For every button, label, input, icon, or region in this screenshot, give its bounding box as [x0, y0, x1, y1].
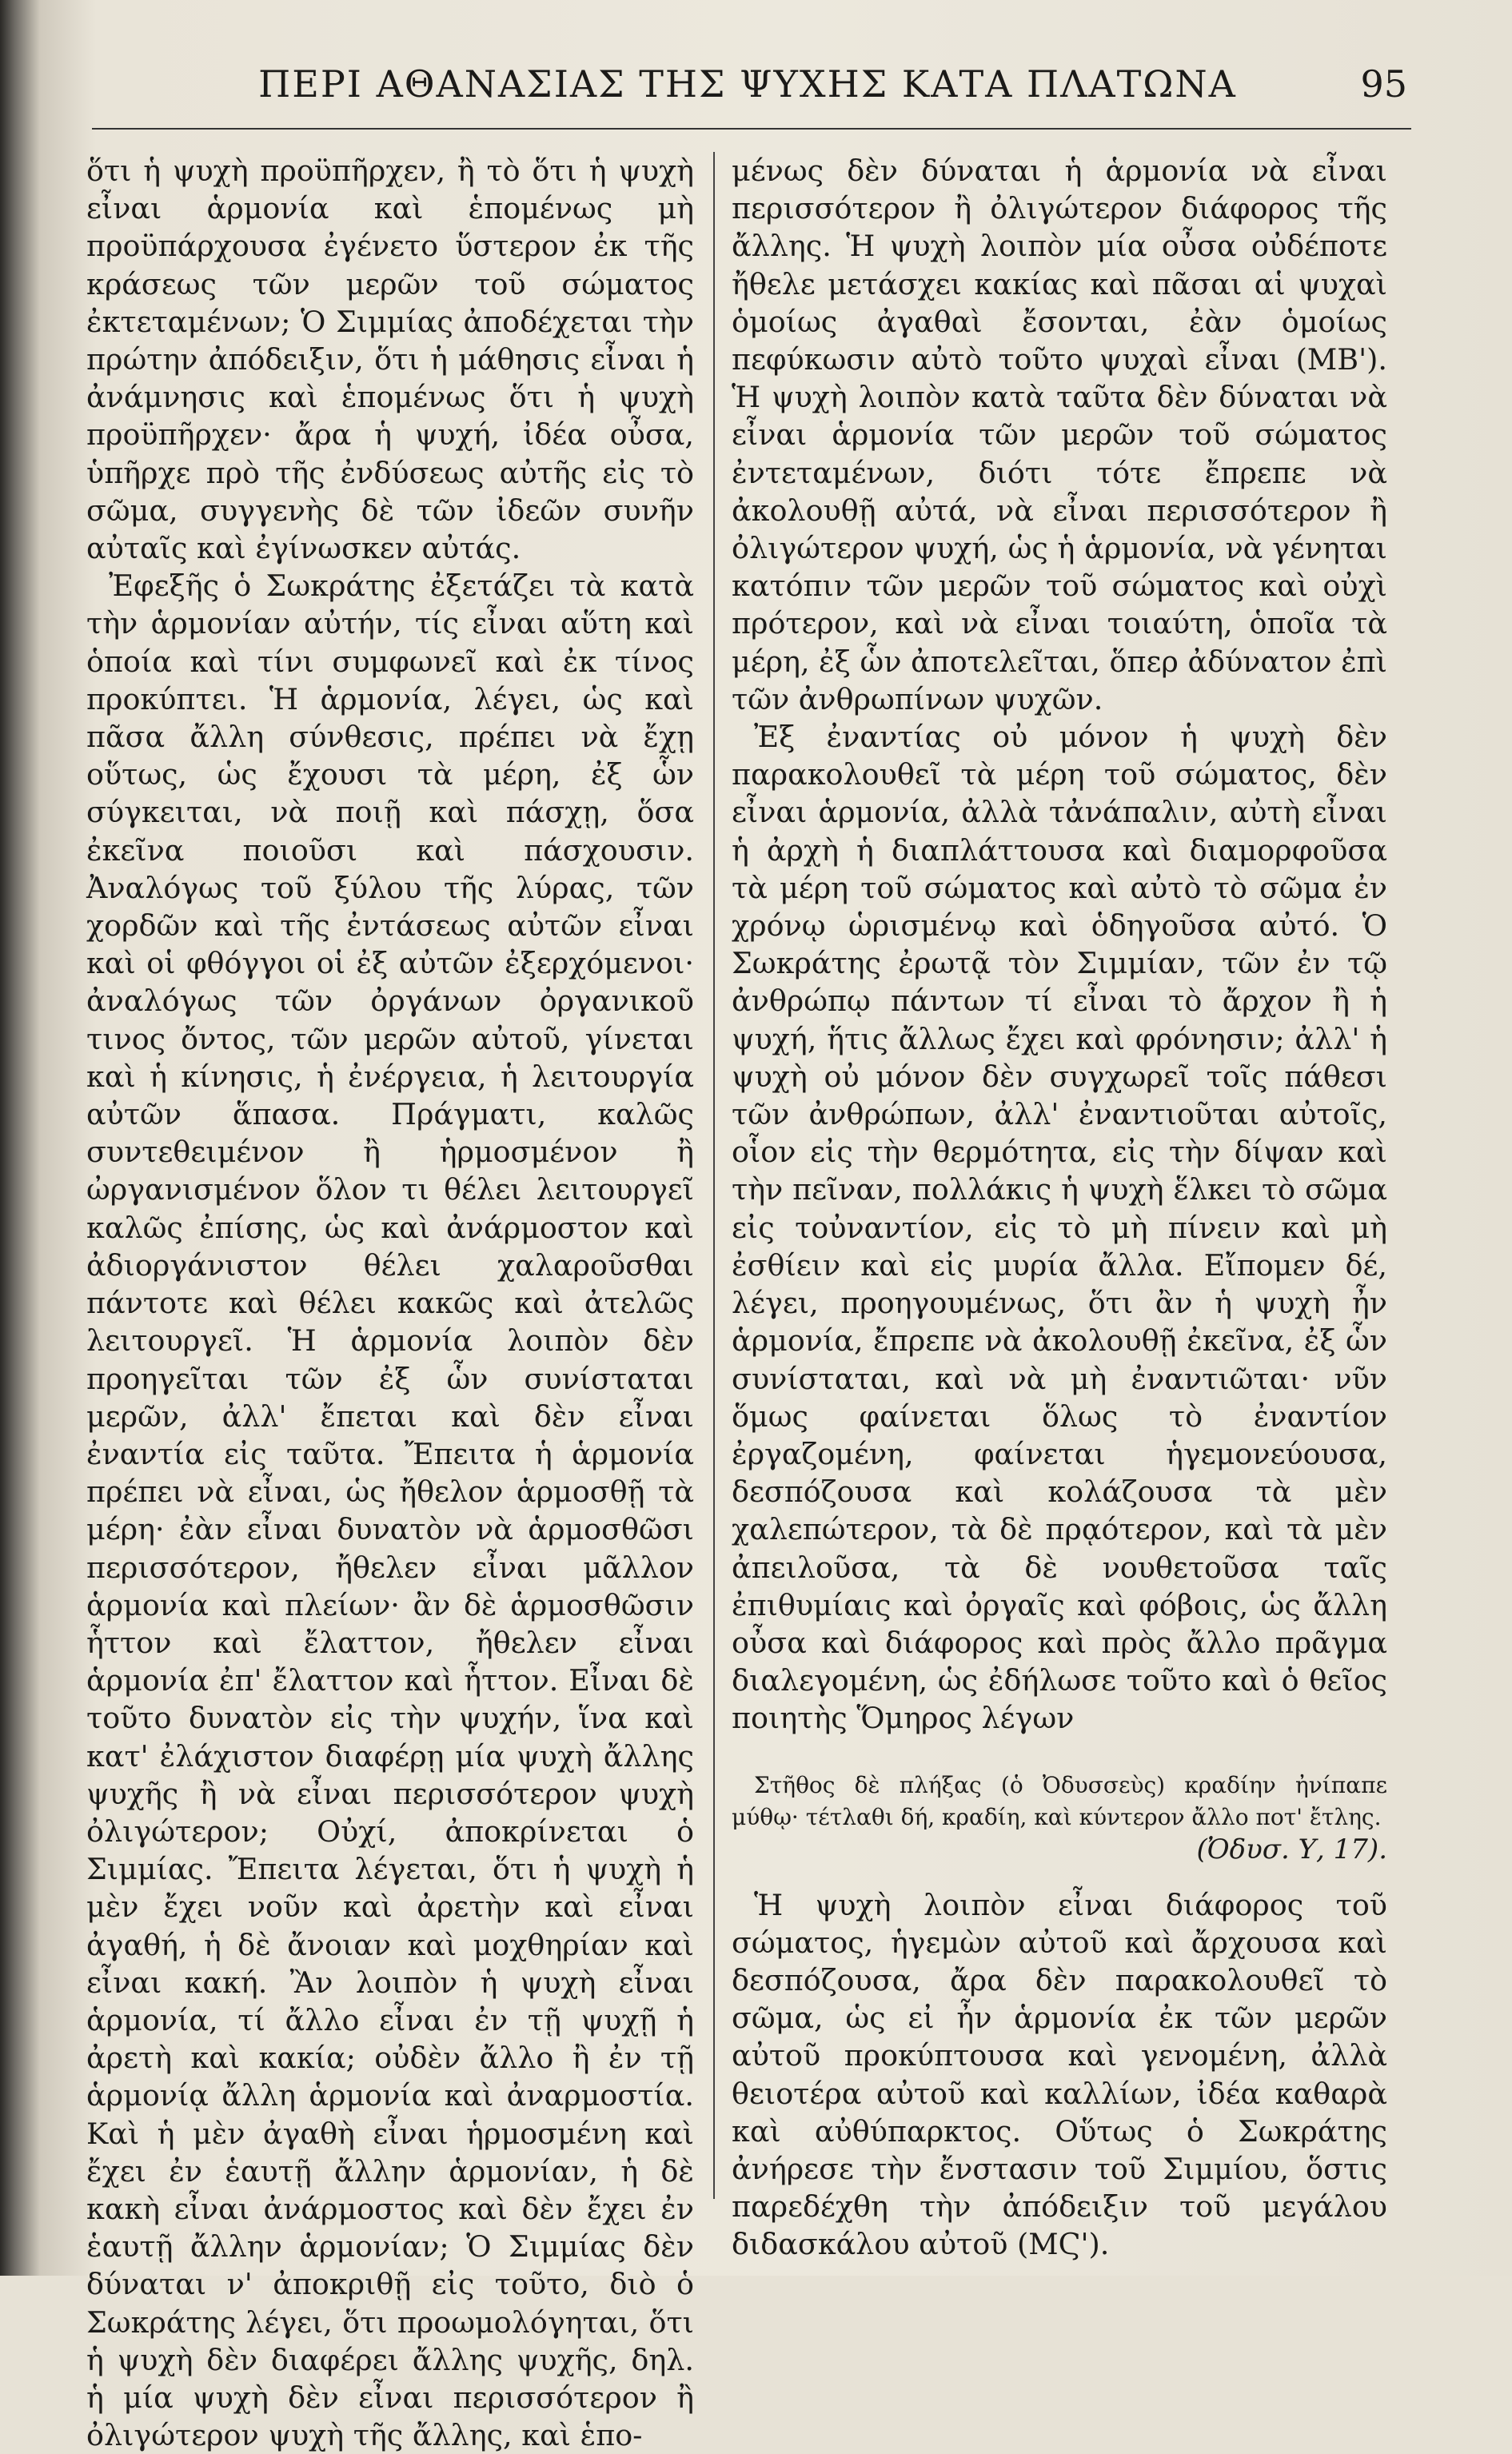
paragraph: Ἡ ψυχὴ λοιπὸν εἶναι διάφορος τοῦ σώματος, ἡγεμὼν αὐτοῦ καὶ ἄρχουσα καὶ δεσπόζουσα, ἄρα δὲν παρακολουθεῖ τὸ σῶμα, ὡς εἰ ἦν ἁρμονία ἐκ τῶν μερῶν αὐτοῦ προκύπτουσα καὶ γενομένη, ἀλλὰ θειοτέρα αὐτοῦ καὶ καλλίων, ἰδέα καθαρὰ καὶ αὐθύπαρκτος. Οὕτως ὁ Σωκράτης ἀνήρεσε τὴν ἔνστασιν τοῦ Σιμμίου, ὅστις παρεδέχθη τὴν ἀπόδειξιν τοῦ μεγάλου διδασκάλου αὐτοῦ (ΜϚ').: [732, 1887, 1387, 2262]
column-divider: [713, 152, 715, 2199]
verse-source: (Ὀδυσ. Υ, 17).: [1196, 1833, 1387, 1865]
left-column: [86, 152, 694, 2454]
paragraph: Ἐφεξῆς ὁ Σωκράτης ἐξετάζει τὰ κατὰ τὴν ἁρμονίαν αὐτήν, τίς εἶναι αὕτη καὶ ὁποία καὶ τίνι συμφωνεῖ καὶ ἐκ τίνος προκύπτει. Ἡ ἁρμονία, λέγει, ὡς καὶ πᾶσα ἄλλη σύνθεσις, πρέπει νὰ ἔχῃ οὕτως, ὡς ἔχουσι τὰ μέρη, ἐξ ὧν σύγκειται, νὰ ποιῇ καὶ πάσχῃ, ὅσα ἐκεῖνα ποιοῦσι καὶ πάσχουσιν. Ἀναλόγως τοῦ ξύλου τῆς λύρας, τῶν χορδῶν καὶ τῆς ἐντάσεως αὐτῶν εἶναι καὶ οἱ φθόγγοι οἱ ἐξ αὐτῶν ἐξερχόμενοι· ἀναλόγως τῶν ὀργάνων ὀργανικοῦ τινος ὄντος, τῶν μερῶν αὐτοῦ, γίνεται καὶ ἡ κίνησις, ἡ ἐνέργεια, ἡ λειτουργία αὐτῶν ἅπασα. Πράγματι, καλῶς συντεθειμένον ἢ ἡρμοσμένον ἢ ὠργανισμένον ὅλον τι θέλει λειτουργεῖ καλῶς ἐπίσης, ὡς καὶ ἀνάρμοστον καὶ ἀδιοργάνιστον θέλει χαλαροῦσθαι πάντοτε καὶ θέλει κακῶς καὶ ἀτελῶς λειτουργεῖ. Ἡ ἁρμονία λοιπὸν δὲν προηγεῖται τῶν ἐξ ὧν συνίσταται μερῶν, ἀλλ' ἔπεται καὶ δὲν εἶναι ἐναντία εἰς ταῦτα. Ἔπειτα ἡ ἁρμονία πρέπει νὰ εἶναι, ὡς ἤθελον ἁρμοσθῇ τὰ μέρη· ἐὰν εἶναι δυνατὸν νὰ ἁρμοσθῶσι περισσότερον, ἤθελεν εἶναι μᾶλλον ἁρμονία καὶ πλείων· ἂν δὲ ἁρμοσθῶσιν ἧττον καὶ ἔλαττον, ἤθελεν εἶναι ἁρμονία ἐπ' ἔλαττον καὶ ἧττον. Εἶναι δὲ τοῦτο δυνατὸν εἰς τὴν ψυχήν, ἵνα καὶ κατ' ἐλάχιστον διαφέρῃ μία ψυχὴ ἄλλης ψυχῆς ἢ νὰ εἶναι περισσότερον ψυχὴ ὀλιγώτερον; Οὐχί, ἀποκρίνεται ὁ Σιμμίας. Ἔπειτα λέγεται, ὅτι ἡ ψυχὴ ἡ μὲν ἔχει νοῦν καὶ ἀρετὴν καὶ εἶναι ἀγαθή, ἡ δὲ ἄνοιαν καὶ μοχθηρίαν καὶ εἶναι κακή. Ἂν λοιπὸν ἡ ψυχὴ εἶναι ἁρμονία, τί ἄλλο εἶναι ἐν τῇ ψυχῇ ἡ ἀρετὴ καὶ κακία; οὐδὲν ἄλλο ἢ ἐν τῇ ἁρμονίᾳ ἄλλη ἁρμονία καὶ ἀναρμοστία. Καὶ ἡ μὲν ἀγαθὴ εἶναι ἡρμοσμένη καὶ ἔχει ἐν ἑαυτῇ ἄλλην ἁρμονίαν, ἡ δὲ κακὴ εἶναι ἀνάρμοστος καὶ δὲν ἔχει ἐν ἑαυτῇ ἄλλην ἁρμονίαν; Ὁ Σιμμίας δὲν δύναται ν' ἀποκριθῇ εἰς τοῦτο, διὸ ὁ Σωκράτης λέγει, ὅτι προωμολόγηται, ὅτι ἡ ψυχὴ δὲν διαφέρει ἄλλης ψυχῆς, δηλ. ἡ μία ψυχὴ δὲν εἶναι περισσότερον ἢ ὀλιγώτερον ψυχὴ τῆς ἄλλης, καὶ ἑπο-: [86, 569, 694, 2453]
paragraph: Ἐξ ἐναντίας οὐ μόνον ἡ ψυχὴ δὲν παρακολουθεῖ τὰ μέρη τοῦ σώματος, δὲν εἶναι ἁρμονία, ἀλλὰ τἀνάπαλιν, αὐτὴ εἶναι ἡ ἀρχὴ ἡ διαπλάττουσα καὶ διαμορφοῦσα τὰ μέρη τοῦ σώματος καὶ αὐτὸ τὸ σῶμα ἐν χρόνῳ ὡρισμένῳ καὶ ὁδηγοῦσα αὐτό. Ὁ Σωκράτης ἐρωτᾷ τὸν Σιμμίαν, τῶν ἐν τῷ ἀνθρώπῳ πάντων τί εἶναι τὸ ἄρχον ἢ ἡ ψυχή, ἥτις ἄλλως ἔχει καὶ φρόνησιν; ἀλλ' ἡ ψυχὴ οὐ μόνον δὲν συγχωρεῖ τοῖς πάθεσι τῶν ἀνθρώπων, ἀλλ' ἐναντιοῦται αὐτοῖς, οἷον εἰς τὴν θερμότητα, εἰς τὴν δίψαν καὶ τὴν πεῖναν, πολλάκις ἡ ψυχὴ ἕλκει τὸ σῶμα εἰς τοὐναντίον, εἰς τὸ μὴ πίνειν καὶ μὴ ἐσθίειν καὶ εἰς μυρία ἄλλα. Εἴπομεν δέ, λέγει, προηγουμένως, ὅτι ἂν ἡ ψυχὴ ἦν ἁρμονία, ἔπρεπε νὰ ἀκολουθῇ ἐκεῖνα, ἐξ ὧν συνίσταται, καὶ νὰ μὴ ἐναντιῶται· νῦν ὅμως φαίνεται ὅλως τὸ ἐναντίον ἐργαζομένη, φαίνεται ἡγεμονεύουσα, δεσπόζουσα καὶ κολάζουσα τὰ μὲν χαλεπώτερον, τὰ δὲ πρᾳότερον, καὶ τὰ μὲν ἀπειλοῦσα, τὰ δὲ νουθετοῦσα ταῖς ἐπιθυμίαις καὶ ὀργαῖς καὶ φόβοις, ὡς ἄλλη οὖσα καὶ διάφορος καὶ πρὸς ἄλλο πρᾶγμα διαλεγομένη, ὡς ἐδήλωσε τοῦτο καὶ ὁ θεῖος ποιητὴς Ὅμηρος λέγων: [732, 720, 1387, 1736]
page-number: 95: [1360, 62, 1407, 106]
right-column: [732, 152, 1387, 2264]
running-header: [88, 62, 1407, 118]
verse-line: Στῆθος δὲ πλήξας (ὁ Ὀδυσσεὺς) κραδίην ἠνίπαπε μύθῳ· τέτλαθι δή, κραδίη, καὶ κύντερον ἄλλο ποτ' ἔτλης.: [732, 1771, 1387, 1830]
paragraph: ὅτι ἡ ψυχὴ προϋπῆρχεν, ἢ τὸ ὅτι ἡ ψυχὴ εἶναι ἁρμονία καὶ ἑπομένως μὴ προϋπάρχουσα ἐγένετο ὕστερον ἐκ τῆς κράσεως τῶν μερῶν τοῦ σώματος ἐκτεταμένων; Ὁ Σιμμίας ἀποδέχεται τὴν πρώτην ἀπόδειξιν, ὅτι ἡ μάθησις εἶναι ἡ ἀνάμνησις καὶ ἑπομένως ὅτι ἡ ψυχὴ προϋπῆρχεν· ἄρα ἡ ψυχή, ἰδέα οὖσα, ὑπῆρχε πρὸ τῆς ἐνδύσεως αὐτῆς εἰς τὸ σῶμα, συγγενὴς δὲ τῶν ἰδεῶν συνῆν αὐταῖς καὶ ἐγίνωσκεν αὐτάς.: [86, 154, 694, 566]
paragraph: μένως δὲν δύναται ἡ ἁρμονία νὰ εἶναι περισσότερον ἢ ὀλιγώτερον διάφορος τῆς ἄλλης. Ἡ ψυχὴ λοιπὸν μία οὖσα οὐδέποτε ἤθελε μετάσχει κακίας καὶ πᾶσαι αἱ ψυχαὶ ὁμοίως ἀγαθαὶ ἔσονται, ἐὰν ὁμοίως πεφύκωσιν αὐτὸ τοῦτο ψυχαὶ εἶναι (ΜΒ'). Ἡ ψυχὴ λοιπὸν κατὰ ταῦτα δὲν δύναται νὰ εἶναι ἁρμονία τῶν μερῶν τοῦ σώματος ἐντεταμένων, διότι τότε ἔπρεπε νὰ ἀκολουθῇ αὐτά, νὰ εἶναι περισσότερον ἢ ὀλιγώτερον ψυχή, ὡς ἡ ἁρμονία, νὰ γένηται κατόπιν τῶν μερῶν τοῦ σώματος καὶ οὐχὶ πρότερον, καὶ νὰ εἶναι τοιαύτη, ὁποῖα τὰ μέρη, ἐξ ὧν ἀποτελεῖται, ὅπερ ἀδύνατον ἐπὶ τῶν ἀνθρωπίνων ψυχῶν.: [732, 154, 1387, 716]
header-rule: [92, 128, 1411, 130]
verse-quotation: [732, 1770, 1387, 1865]
running-title: ΠΕΡΙ ΑΘΑΝΑΣΙΑΣ ΤΗΣ ΨΥΧΗΣ ΚΑΤΑ ΠΛΑΤΩΝΑ: [258, 62, 1237, 106]
